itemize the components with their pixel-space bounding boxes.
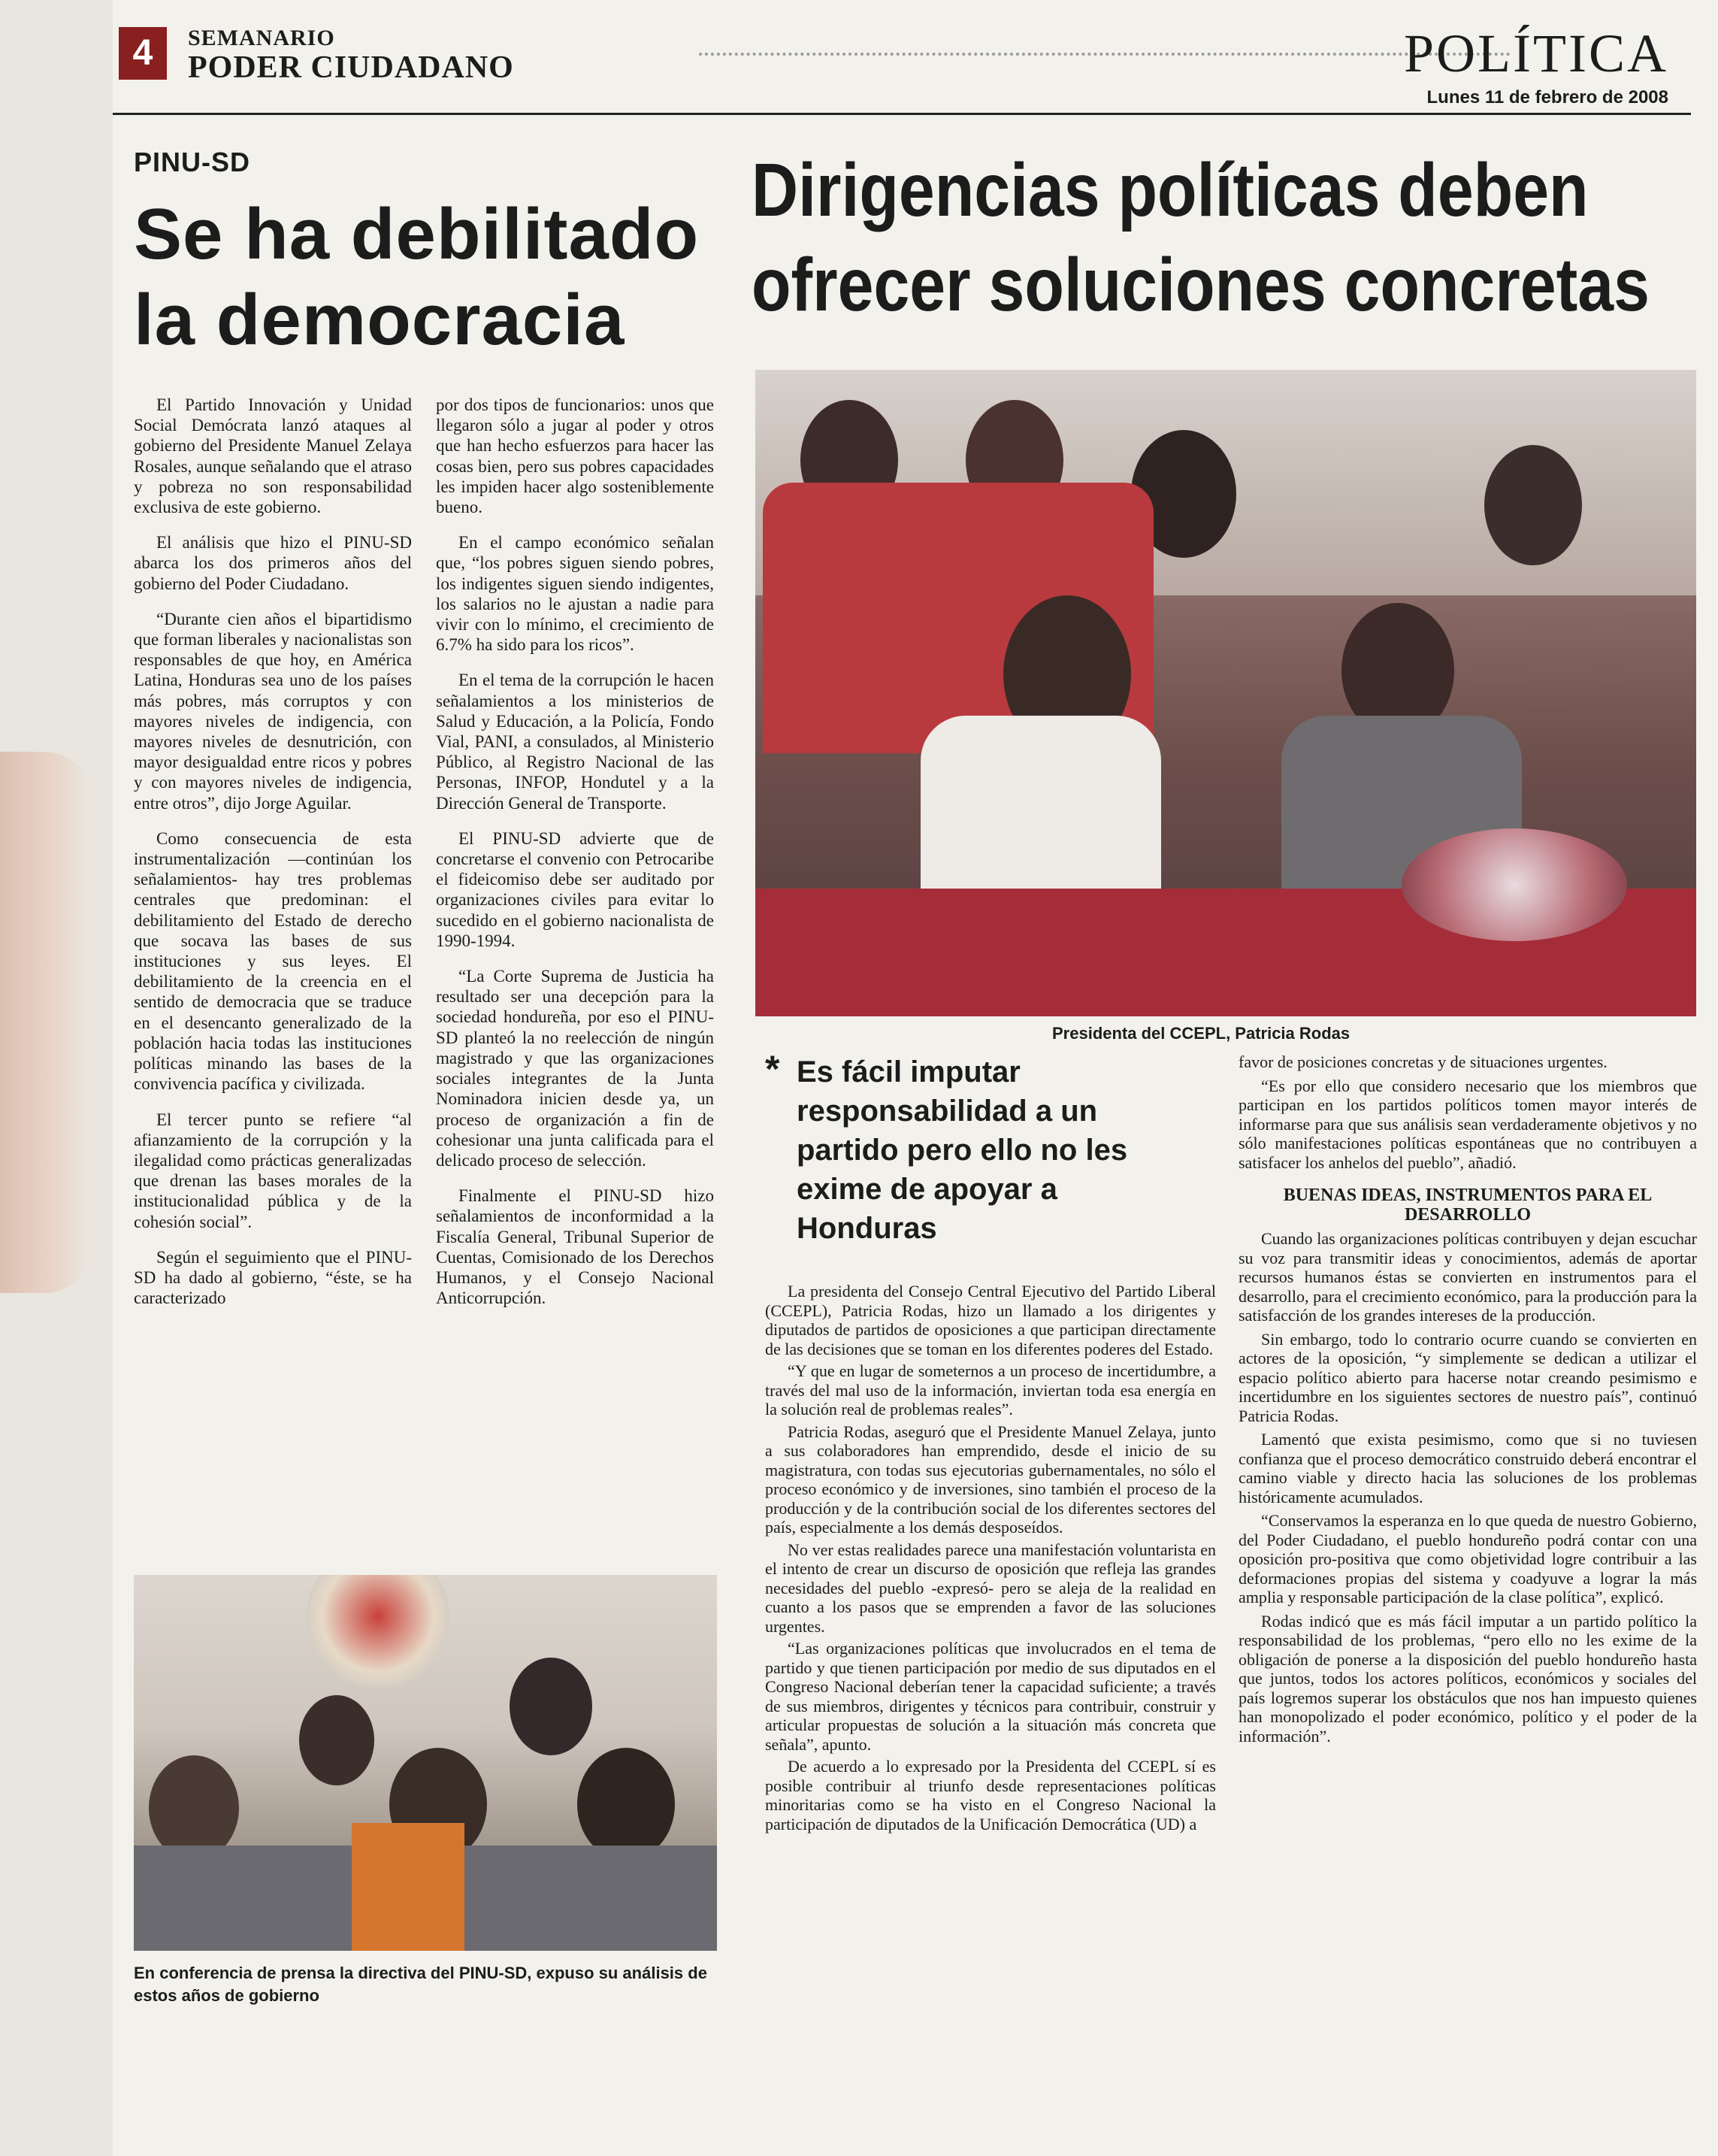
person-shape	[510, 1658, 592, 1755]
right-headline-line-2: ofrecer soluciones concretas	[752, 243, 1650, 327]
white-jacket-shape	[921, 716, 1161, 911]
thumb-edge	[0, 752, 90, 1293]
pull-quote-mark: *	[765, 1048, 780, 1090]
paragraph: El análisis que hizo el PINU-SD abarca los dos primeros años del gobierno del Poder Ciudadano.	[134, 533, 412, 593]
header-dotted-rule	[699, 53, 1511, 56]
orange-shirt-shape	[352, 1823, 464, 1951]
paragraph: En el tema de la corrupción le hacen señalamientos a los ministerios de Salud y Educación, a la Policía, Fondo Vial, PANI, a consulados, al Ministerio Público, al Registro Nacional de las Personas, INFOP, Hondutel y a la Dirección General de Transporte.	[436, 671, 714, 813]
paragraph: Lamentó que exista pesimismo, como que si no tuviesen confianza que el proceso democrático construido deberá encontrar el camino viable y directo hacia las soluciones de los problemas históricamente acumulados.	[1239, 1430, 1697, 1506]
left-column-2	[436, 395, 714, 1323]
paragraph: De acuerdo a lo expresado por la Presidenta del CCEPL sí es posible contribuir al triunfo desde representaciones políticas minoritarias como se ha visto en el Congreso Nacional la participación de diputados de la Unificación Democrática (UD) a	[765, 1757, 1216, 1834]
page-header	[113, 23, 1691, 105]
press-conference-photo	[134, 1575, 717, 1951]
left-headline-line-1: Se ha debilitado	[134, 194, 700, 274]
left-headline	[134, 192, 735, 363]
paragraph: El Partido Innovación y Unidad Social Demócrata lanzó ataques al gobierno del Presidente Manuel Zelaya Rosales, aunque señalando que el atraso y pobreza no son responsabilidad exclusiva de este gobierno.	[134, 395, 412, 517]
left-kicker: PINU-SD	[134, 147, 251, 177]
paragraph: Rodas indicó que es más fácil imputar a un partido político la responsabilidad de los problemas, “pero ello no les exime de la obligación de ponerse a la disposición del pueblo hondureño hasta que juntos, todos los actores políticos, económicos y sociales del país logremos superar los obstáculos que nos han impuesto quienes han monopolizado el poder económico, político y el poder de la información”.	[1239, 1611, 1697, 1746]
person-shape	[149, 1755, 239, 1861]
paragraph: No ver estas realidades parece una manifestación voluntarista en el intento de crear un discurso de oposición que refleja las grandes necesidades del pueblo -expresó- pero se aleja de la realidad en cuanto a los pasos que se emprenden a favor de las soluciones urgentes.	[765, 1540, 1216, 1636]
left-photo-caption: En conferencia de prensa la directiva del PINU-SD, expuso su análisis de estos años de gobierno	[134, 1964, 707, 2005]
paragraph: “Las organizaciones políticas que involucrados en el tema de partido y que tienen participación por medio de sus diputados en el Congreso Nacional deberían tener la capacidad suficiente; a través de sus miembros, dirigentes y técnicos para contribuir, construir y articular propuestas de solución a la situación más concreta que señala”, apunto.	[765, 1639, 1216, 1754]
paragraph: En el campo económico señalan que, “los pobres siguen siendo pobres, los indigentes siguen siendo indigentes, los salarios no le ajustan a nadie para vivir con lo mínimo, el crecimiento de 6.7% ha sido para los ricos”.	[436, 533, 714, 655]
right-headline	[752, 143, 1650, 332]
person-shape	[299, 1695, 374, 1785]
publication-kicker: SEMANARIO	[188, 26, 335, 50]
flower-arrangement-shape	[1402, 828, 1627, 941]
right-column-2	[1239, 1052, 1697, 1750]
paragraph: “Y que en lugar de someternos a un proceso de incertidumbre, a través del mal uso de la información, inviertan toda esa energía en la solución real de problemas reales”.	[765, 1361, 1216, 1419]
right-photo-caption: Presidenta del CCEPL, Patricia Rodas	[1052, 1024, 1351, 1043]
section-subhead: BUENAS IDEAS, INSTRUMENTOS PARA EL DESARROLLO	[1283, 1185, 1653, 1225]
paragraph: La presidenta del Consejo Central Ejecutivo del Partido Liberal (CCEPL), Patricia Rodas, hizo un llamado a los dirigentes y diputados de partidos de oposiciones a que participan directamente de las decisiones que se toman en los diferentes poderes del Estado.	[765, 1282, 1216, 1358]
paragraph: Finalmente el PINU-SD hizo señalamientos de inconformidad a la Fiscalía General, Tribunal Superior de Cuentas, Comisionado de los Derechos Humanos, y el Consejo Nacional Anticorrupción.	[436, 1186, 714, 1308]
paragraph: “Durante cien años el bipartidismo que forman liberales y nacionalistas son responsables de que hoy, en América Latina, Honduras sea uno de los países más pobres, más corruptos y con mayores niveles de indigencia, con mayores niveles de desnutrición, con mayor desigualdad entre ricos y pobres y con mayores niveles de indigencia, entre otros”, dijo Jorge Aguilar.	[134, 609, 412, 813]
paragraph: Cuando las organizaciones políticas contribuyen y dejan escuchar su voz para transmitir ideas y conocimientos, además de aportar recursos humanos éstas se convierten en instrumentos para el desarrollo, para el crecimiento económico, para la producción para la satisfacción de los grandes intereses de la producción.	[1239, 1229, 1697, 1325]
pull-quote	[765, 1048, 1186, 1248]
section-title: POLÍTICA	[1404, 23, 1668, 83]
pull-quote-text: Es fácil imputar responsabilidad a un partido pero ello no les exime de apoyar a Honduras	[797, 1055, 1128, 1245]
publication-name: PODER CIUDADANO	[188, 50, 514, 85]
paragraph: Sin embargo, todo lo contrario ocurre cuando se convierten en actores de la oposición, “y simplemente se dedican a utilizar el espacio político abierto para hacerse notar creando pesimismo e incertidumbre en los siguientes sectores de nuestro país”, continuó Patricia Rodas.	[1239, 1329, 1697, 1425]
paragraph: por dos tipos de funcionarios: unos que llegaron sólo a jugar al poder y otros que han hecho esfuerzos para hacer las cosas bien, pero sus pobres capacidades les impiden hacer algo sosteniblemente bueno.	[436, 395, 714, 517]
right-column-1	[765, 1282, 1216, 1837]
paragraph: “Conservamos la esperanza en lo que queda de nuestro Gobierno, del Poder Ciudadano, el pueblo hondureño podrá contar con una oposición pro-positiva que como objetividad logre contribuir a las deformaciones propias del sistema y coadyuve a lograr la más amplia y responsable participación de la clase política”, explicó.	[1239, 1511, 1697, 1606]
paragraph: El PINU-SD advierte que de concretarse el convenio con Petrocaribe el fideicomiso debe ser auditado por organizaciones civiles para evitar lo sucedido en el gobierno nacionalista de 1990-1994.	[436, 828, 714, 950]
party-emblem-shape	[307, 1575, 449, 1688]
paragraph: Según el seguimiento que el PINU-SD ha dado al gobierno, “éste, se ha caracterizado	[134, 1247, 412, 1308]
paragraph: El tercer punto se refiere “al afianzamiento de la corrupción y la ilegalidad como prácticas generalizadas que drenan las bases morales de la institucionalidad pública y de la cohesión social”.	[134, 1110, 412, 1231]
page-number: 4	[119, 27, 167, 80]
paragraph: Patricia Rodas, aseguró que el Presidente Manuel Zelaya, junto a sus colaboradores han emprendido, desde el inicio de su magistratura, con todas sus ejecutorias gubernamentales, no sólo el proceso económico y de inversiones, sino también el proceso de la producción y de la contribución social de los diferentes sectores del país, especialmente a los demás desposeídos.	[765, 1422, 1216, 1537]
paragraph: Como consecuencia de esta instrumentalización —continúan los señalamientos- hay tres problemas centrales que predominan: el debilitamiento del Estado de derecho que socava las bases de sus instituciones y sus leyes. El debilitamiento de la creencia en el sentido de democracia que se traduce en el desencanto generalizado de la población hacia todas las instituciones políticas minando las bases de la convivencia pacífica y civilizada.	[134, 828, 412, 1094]
right-headline-line-1: Dirigencias políticas deben	[752, 148, 1589, 232]
person-shape	[1484, 445, 1582, 565]
paragraph: “Es por ello que considero necesario que los miembros que participan en los partidos políticos tomen mayor interés de informarse para que sus análisis sean verdaderamente objetivos y no sólo manifestaciones políticas espontáneas que no contribuyen a satisfacer los anhelos del pueblo”, añadió.	[1239, 1076, 1697, 1172]
left-headline-line-2: la democracia	[134, 280, 625, 360]
left-column-1	[134, 395, 412, 1323]
issue-date: Lunes 11 de febrero de 2008	[1426, 87, 1668, 107]
paragraph: “La Corte Suprema de Justicia ha resultado ser una decepción para la sociedad hondureña, por eso el PINU-SD planteó la no reelección de ningún magistrado y que las organizaciones sociales integrantes de la Junta Nominadora inicien desde ya, un proceso de organización a fin de cohesionar una junta calificada para el delicado proceso de selección.	[436, 967, 714, 1170]
header-rule	[113, 113, 1691, 115]
person-shape	[577, 1748, 675, 1861]
ccepl-press-photo	[755, 370, 1696, 1016]
paragraph: favor de posiciones concretas y de situaciones urgentes.	[1239, 1052, 1608, 1071]
